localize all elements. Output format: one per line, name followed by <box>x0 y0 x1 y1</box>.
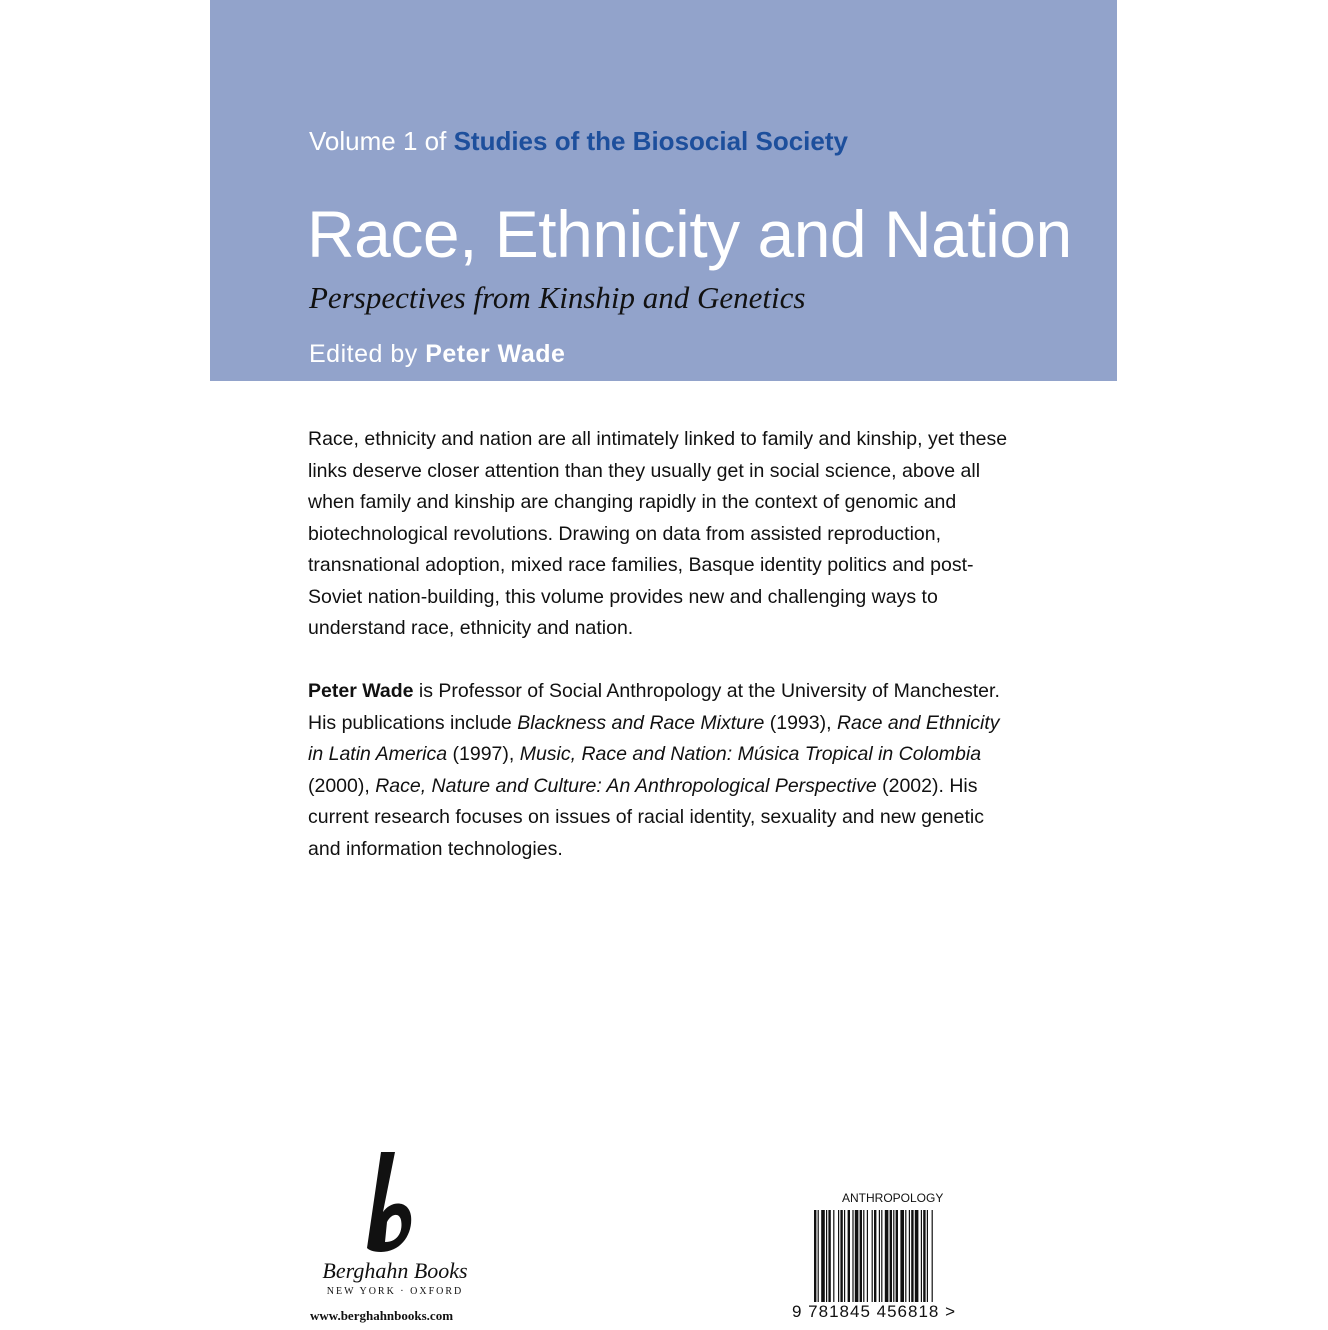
series-line <box>309 126 848 157</box>
publisher-b-icon <box>365 1150 425 1254</box>
barcode-bar <box>860 1210 862 1302</box>
barcode-bar <box>863 1210 864 1302</box>
book-blurb: Race, ethnicity and nation are all intimately linked to family and kinship, yet these links deserve closer attention than they usually get in social science, above all when family and kinship are changing rapidly in the context of genomic and biotechnological revolutions. Drawing on data from assisted reproduction, transnational adoption, mixed race families, Basque identity politics and post-Soviet nation-building, this volume provides new and challenging ways to understand race, ethnicity and nation. <box>308 428 1008 639</box>
editor-prefix: Edited by <box>309 340 418 368</box>
barcode-bar <box>872 1210 873 1302</box>
bio-text: (1993), <box>764 711 837 734</box>
barcode-bar <box>833 1210 834 1302</box>
series-of: of <box>424 126 447 156</box>
bio-work-title: Race, Nature and Culture: An Anthropological Perspective <box>375 774 877 797</box>
barcode-bar <box>855 1210 859 1302</box>
publisher-cities: NEW YORK · OXFORD <box>326 1286 464 1297</box>
barcode-category: ANTHROPOLOGY <box>842 1191 944 1205</box>
barcode-bars <box>812 1210 972 1302</box>
bio-work-title: Music, Race and Nation: Música Tropical in Colombia <box>519 743 982 765</box>
bio-text: (2000), <box>308 774 376 797</box>
bio-author-name: Peter Wade <box>308 680 414 702</box>
book-subtitle: Perspectives from Kinship and Genetics <box>309 280 806 315</box>
series-name: Studies of the Biosocial Society <box>453 126 848 156</box>
barcode-bar <box>840 1210 842 1302</box>
barcode-bar <box>818 1210 819 1302</box>
bio-work-title: Race and Ethnicity in Latin America <box>308 711 1000 765</box>
bio-text: (2002). His current research focuses on issues of racial identity, sexuality and new genetic and information technologies. <box>308 774 984 860</box>
barcode-digits: 9 781845 456818 > <box>792 1302 957 1321</box>
editor-name: Peter Wade <box>425 340 566 368</box>
barcode-bar <box>900 1210 904 1302</box>
book-back-cover <box>210 0 1117 1328</box>
barcode-bar <box>905 1210 906 1302</box>
barcode-bar <box>874 1210 876 1302</box>
barcode-bar <box>909 1210 910 1302</box>
barcode-bar <box>821 1210 825 1302</box>
barcode-bar <box>879 1210 880 1302</box>
barcode-bar <box>932 1210 933 1302</box>
volume-label: Volume 1 <box>309 126 418 156</box>
bio-text: is Professor of Social Anthropology at the University of Manchester. His publications include <box>308 680 1000 734</box>
barcode-bar <box>844 1210 845 1302</box>
editor-line <box>309 340 565 369</box>
barcode-bar <box>911 1210 913 1302</box>
barcode-bar <box>885 1210 889 1302</box>
barcode-bar <box>867 1210 868 1302</box>
barcode-bar <box>896 1210 898 1302</box>
barcode-bar <box>890 1210 892 1302</box>
bio-work-title: Blackness and Race Mixture <box>517 711 765 734</box>
barcode-bar <box>852 1210 853 1302</box>
barcode-bar <box>828 1210 830 1302</box>
barcode-bar <box>838 1210 839 1302</box>
barcode-bar <box>921 1210 922 1302</box>
book-title: Race, Ethnicity and Nation <box>307 197 1072 271</box>
publisher-logo <box>310 1150 480 1330</box>
barcode-bar <box>826 1210 827 1302</box>
barcode-bar <box>881 1210 882 1302</box>
barcode-bar <box>927 1210 928 1302</box>
barcode-bar <box>893 1210 894 1302</box>
barcode-bar <box>848 1210 850 1302</box>
publisher-name: Berghahn Books <box>322 1258 468 1283</box>
publisher-url[interactable]: www.berghahnbooks.com <box>310 1308 454 1323</box>
barcode-bar <box>915 1210 919 1302</box>
header-band <box>210 0 1117 381</box>
bio-text: (1997), <box>447 743 520 765</box>
author-bio <box>308 676 1008 865</box>
barcode-bar <box>814 1210 816 1302</box>
barcode-bar <box>923 1210 925 1302</box>
isbn-barcode <box>790 1188 970 1328</box>
